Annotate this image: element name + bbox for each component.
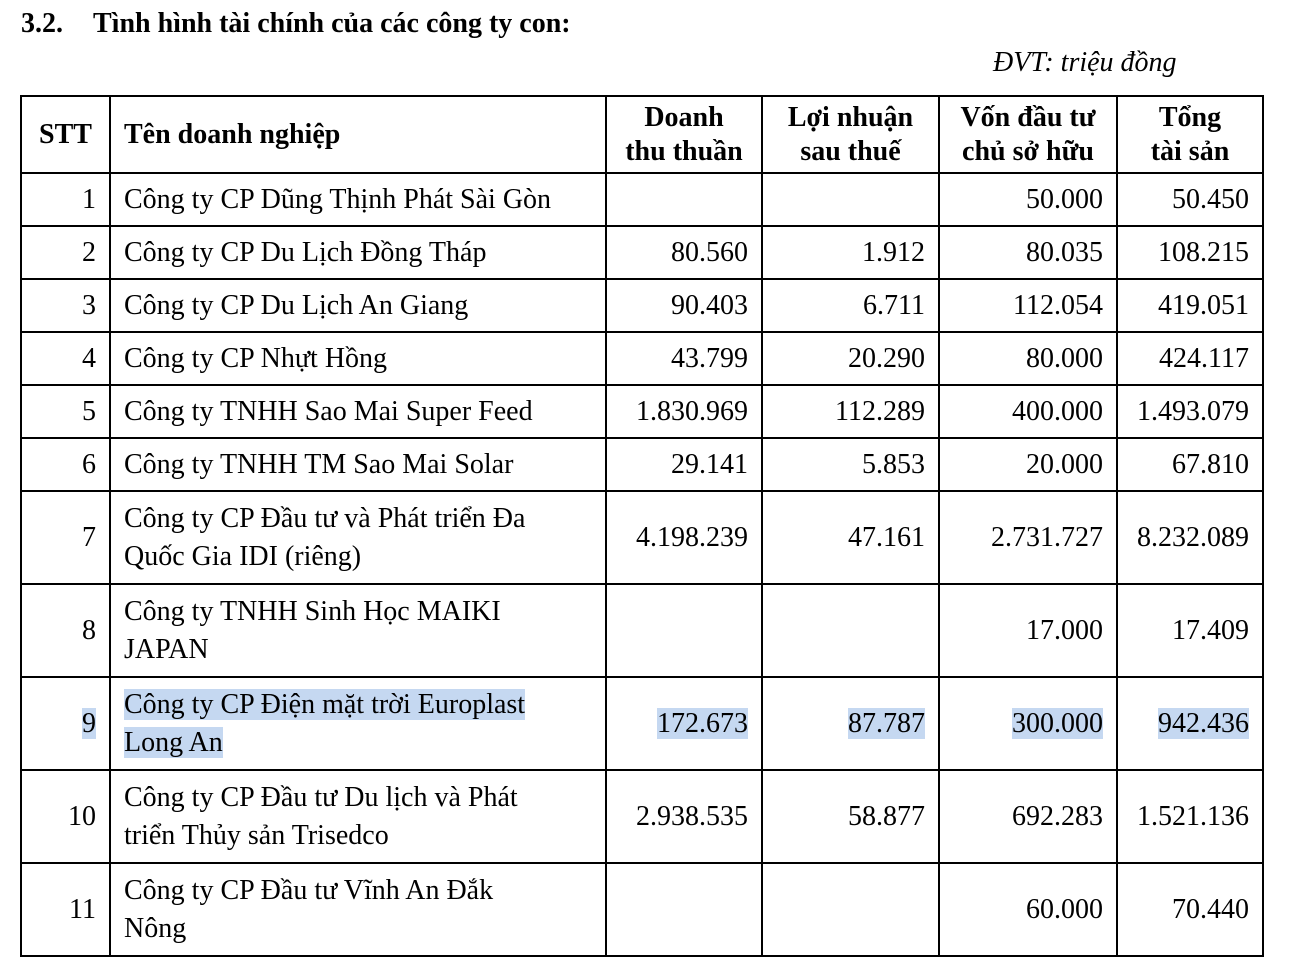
cell-stt: 2 — [21, 226, 110, 279]
table-row-selected — [21, 677, 1263, 770]
cell-revenue: 80.560 — [606, 226, 762, 279]
cell-stt: 3 — [21, 279, 110, 332]
header-revenue: Doanh thu thuần — [606, 96, 762, 173]
cell-revenue: 1.830.969 — [606, 385, 762, 438]
header-profit: Lợi nhuận sau thuế — [762, 96, 939, 173]
cell-profit — [762, 584, 939, 677]
cell-equity: 17.000 — [939, 584, 1117, 677]
selected-text[interactable]: 87.787 — [848, 707, 925, 739]
cell-equity: 80.035 — [939, 226, 1117, 279]
unit-note: ĐVT: triệu đồng — [993, 47, 1177, 78]
table-row — [21, 385, 1263, 438]
cell-stt: 10 — [21, 770, 110, 863]
table-row — [21, 332, 1263, 385]
cell-revenue — [606, 863, 762, 956]
section-title: Tình hình tài chính của các công ty con: — [93, 8, 571, 39]
cell-equity: 80.000 — [939, 332, 1117, 385]
selected-text[interactable]: 9 — [82, 707, 96, 739]
cell-profit: 20.290 — [762, 332, 939, 385]
cell-stt: 6 — [21, 438, 110, 491]
cell-profit — [762, 173, 939, 226]
selected-text[interactable]: 942.436 — [1158, 707, 1249, 739]
cell-company-name: Công ty TNHH Sao Mai Super Feed — [110, 385, 606, 438]
table-row — [21, 226, 1263, 279]
table-row — [21, 584, 1263, 677]
cell-total-assets: 1.493.079 — [1117, 385, 1263, 438]
cell-revenue — [606, 173, 762, 226]
cell-total-assets — [1117, 677, 1263, 770]
cell-revenue: 4.198.239 — [606, 491, 762, 584]
cell-stt: 1 — [21, 173, 110, 226]
header-stt: STT — [21, 96, 110, 173]
cell-stt — [21, 677, 110, 770]
table-row — [21, 279, 1263, 332]
table-row — [21, 491, 1263, 584]
selected-text[interactable]: 172.673 — [657, 707, 748, 739]
cell-profit: 58.877 — [762, 770, 939, 863]
cell-revenue — [606, 584, 762, 677]
cell-stt: 11 — [21, 863, 110, 956]
selected-text[interactable]: Long An — [124, 726, 223, 758]
cell-company-name: Công ty CP Đầu tư và Phát triển Đa Quốc Gia IDI (riêng) — [110, 491, 606, 584]
cell-revenue — [606, 677, 762, 770]
cell-equity: 692.283 — [939, 770, 1117, 863]
cell-total-assets: 70.440 — [1117, 863, 1263, 956]
cell-equity: 400.000 — [939, 385, 1117, 438]
cell-profit: 5.853 — [762, 438, 939, 491]
cell-company-name: Công ty CP Du Lịch Đồng Tháp — [110, 226, 606, 279]
cell-revenue: 29.141 — [606, 438, 762, 491]
table-row — [21, 173, 1263, 226]
cell-revenue: 43.799 — [606, 332, 762, 385]
cell-equity: 112.054 — [939, 279, 1117, 332]
cell-total-assets: 419.051 — [1117, 279, 1263, 332]
cell-equity: 2.731.727 — [939, 491, 1117, 584]
cell-profit — [762, 677, 939, 770]
cell-equity — [939, 677, 1117, 770]
header-equity: Vốn đầu tư chủ sở hữu — [939, 96, 1117, 173]
cell-total-assets: 108.215 — [1117, 226, 1263, 279]
cell-total-assets: 424.117 — [1117, 332, 1263, 385]
cell-stt: 8 — [21, 584, 110, 677]
cell-company-name: Công ty CP Dũng Thịnh Phát Sài Gòn — [110, 173, 606, 226]
cell-equity: 50.000 — [939, 173, 1117, 226]
subsidiary-finance-table — [20, 95, 1264, 957]
cell-revenue: 90.403 — [606, 279, 762, 332]
section-number: 3.2. — [21, 8, 63, 39]
cell-company-name: Công ty CP Đầu tư Vĩnh An Đắk Nông — [110, 863, 606, 956]
cell-profit — [762, 863, 939, 956]
cell-profit: 112.289 — [762, 385, 939, 438]
cell-company-name: Công ty TNHH TM Sao Mai Solar — [110, 438, 606, 491]
cell-company-name: Công ty CP Đầu tư Du lịch và Phát triển Thủy sản Trisedco — [110, 770, 606, 863]
table-row — [21, 863, 1263, 956]
cell-total-assets: 67.810 — [1117, 438, 1263, 491]
cell-company-name — [110, 677, 606, 770]
selected-text[interactable]: Công ty CP Điện mặt trời Europlast — [124, 688, 526, 720]
cell-stt: 7 — [21, 491, 110, 584]
header-total-assets: Tổng tài sản — [1117, 96, 1263, 173]
cell-total-assets: 8.232.089 — [1117, 491, 1263, 584]
cell-total-assets: 17.409 — [1117, 584, 1263, 677]
cell-company-name: Công ty CP Du Lịch An Giang — [110, 279, 606, 332]
table-row — [21, 438, 1263, 491]
cell-stt: 4 — [21, 332, 110, 385]
cell-equity: 20.000 — [939, 438, 1117, 491]
cell-profit: 6.711 — [762, 279, 939, 332]
selected-text[interactable]: 300.000 — [1012, 707, 1103, 739]
section-heading — [21, 8, 571, 40]
table-row — [21, 770, 1263, 863]
cell-profit: 1.912 — [762, 226, 939, 279]
cell-equity: 60.000 — [939, 863, 1117, 956]
header-company-name: Tên doanh nghiệp — [110, 96, 606, 173]
cell-revenue: 2.938.535 — [606, 770, 762, 863]
cell-total-assets: 50.450 — [1117, 173, 1263, 226]
cell-company-name: Công ty CP Nhựt Hồng — [110, 332, 606, 385]
cell-total-assets: 1.521.136 — [1117, 770, 1263, 863]
cell-profit: 47.161 — [762, 491, 939, 584]
table-header-row — [21, 96, 1263, 173]
cell-company-name: Công ty TNHH Sinh Học MAIKI JAPAN — [110, 584, 606, 677]
cell-stt: 5 — [21, 385, 110, 438]
